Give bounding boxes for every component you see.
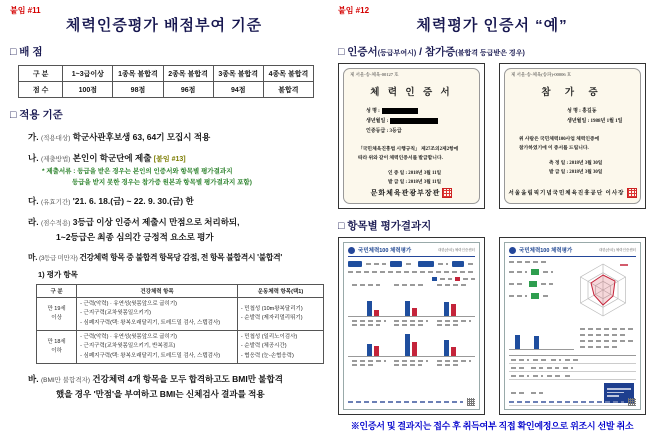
criteria-item-ga [28, 131, 318, 143]
radar-chart [570, 261, 636, 319]
measured-bar [444, 340, 449, 356]
standard-bar [374, 310, 379, 316]
health-item: - 근지구력(교차윗몸일으키기) [80, 310, 151, 317]
measured-bar [405, 301, 410, 316]
text-line [366, 263, 386, 265]
item-paren: (유효기간) [40, 199, 71, 206]
participation-certificate-thumbnail [499, 63, 646, 209]
score-header-cell: 구 분 [19, 66, 63, 82]
score-value-cell: 98점 [113, 82, 163, 98]
grade-badge-green [531, 269, 539, 275]
issuer-name: 서울올림픽기념국민체육진흥공단 이사장 [508, 190, 625, 197]
redaction-box [382, 108, 418, 114]
grade-badge-green [531, 293, 539, 299]
text-line [438, 263, 448, 265]
field-chip [418, 261, 434, 267]
note-bullets [580, 328, 636, 350]
text-line [509, 271, 527, 273]
radar-chart-panel [570, 261, 636, 324]
text-line [580, 328, 636, 330]
health-item: - 심폐지구력(택: 왕복오래달리기, 트레드밀 검사, 스텝검사) [80, 319, 221, 326]
group-label: 이하 [51, 348, 62, 355]
group-label: 이상 [51, 315, 62, 322]
text-line [580, 346, 620, 348]
item-text: 건강체력 항목 중 불합격 항목당 감점, 전 항목 불합격시 '불합격' [79, 253, 282, 262]
body-line: 참가하였기에 이 증서를 드립니다. [519, 146, 589, 152]
measured-bar [444, 302, 449, 316]
result-sheet-center: 대한(송파) 체력인증센터 [598, 247, 636, 252]
grade-table [509, 261, 564, 324]
group-label: 만 18세 [47, 338, 66, 345]
result-sheet-title: 국민체력100 체력평가 [358, 248, 412, 254]
text-line [509, 295, 527, 297]
criteria-item-na [28, 152, 318, 164]
score-header-cell: 2종목 불합격 [163, 66, 213, 82]
right-page-title: 체력평가 인증서 “예” [416, 17, 568, 34]
text-line [580, 340, 636, 342]
health-item: - 심폐지구력(택: 왕복오래달리기, 트레드밀 검사, 스텝검사) [80, 352, 221, 359]
score-value-cell: 100점 [63, 82, 113, 98]
certificate-issuer [344, 188, 479, 198]
criteria-item-ra [28, 216, 318, 228]
participation-certificate-paper [504, 68, 641, 204]
issued-date: 발 급 일 : 2018년 3월 30일 [549, 170, 603, 176]
certificate-dates [388, 169, 473, 187]
red-seal-icon [442, 188, 452, 198]
column-headers [348, 284, 475, 286]
result-sheet-header [348, 246, 475, 257]
certificate-dates [549, 159, 634, 177]
standard-bar [412, 342, 417, 356]
text-line [543, 295, 551, 297]
eval-table-row-age18 [37, 331, 324, 364]
item-paren: (점수적용) [40, 220, 71, 227]
health-item: - 근지구력(교차윗몸일으키기, 반복점프) [80, 343, 176, 350]
verification-warning: ※인증서 및 결과지는 접수 후 취득여부 직접 확인예정으로 위조시 선발 취소 [350, 421, 634, 431]
item-text: 3등급 이상 인증서 제출시 만점으로 처리하되, [72, 217, 240, 227]
text-line [543, 271, 553, 273]
certificates-row [338, 63, 646, 209]
section-heading-results: □ 항목별 평가결과지 [338, 220, 432, 232]
section-heading-certificates [338, 44, 646, 59]
grade-badge-green [529, 281, 537, 287]
item-text: 학군사관후보생 63, 64기 모집시 적용 [72, 132, 211, 142]
birthdate-field [366, 117, 473, 127]
result-sheet-bars-thumbnail [338, 237, 485, 415]
score-value-cell: 94점 [213, 82, 263, 98]
body-line: 「국민체육진흥법 시행규칙」 제27조의2제2항에 [358, 147, 459, 152]
item-paren: (적용대상) [40, 135, 71, 142]
issuer-name: 문화체육관광부장관 [370, 188, 441, 197]
measured-bar [515, 335, 520, 349]
sport-item: - 순발력 (체공시간) [240, 343, 287, 350]
program-logo-icon [509, 247, 516, 254]
red-seal-icon [627, 188, 637, 198]
score-header-cell: 1~3급이상 [63, 66, 113, 82]
item-paren: (BMI만 불합격자) [40, 377, 91, 385]
attachment-tag-12: 붙임 #12 [338, 6, 370, 15]
text-line [348, 271, 475, 273]
certificate-fields [366, 107, 473, 137]
eval-sport-cell [237, 298, 323, 331]
score-table [18, 65, 314, 98]
certificate-title: 체 력 인 증 서 [370, 88, 453, 98]
field-chip [452, 261, 464, 267]
criteria-item-ba [28, 373, 318, 385]
item-paren: (제출방법) [40, 156, 71, 163]
attachment-ref-13: [붙임 #13] [153, 156, 186, 163]
certificate-fields [567, 107, 634, 127]
item-label: 라. [28, 217, 39, 227]
mini-bar-chart [509, 328, 574, 350]
health-item: - 근력(악력) · 유연성(윗몸앞으로 굽히기) [80, 334, 177, 341]
body-line: 위 사람은 국민체력100사업 체력인증에 [519, 137, 600, 142]
sport-item: - 순발력 (제자리멀리뛰기) [240, 315, 303, 322]
score-value-cell: 96점 [163, 82, 213, 98]
eval-sport-cell [237, 331, 323, 364]
item-paren: (3등급 미만자) [38, 255, 78, 262]
score-row-label: 점 수 [19, 82, 63, 98]
eval-table-row-age19 [37, 298, 324, 331]
certificate-body [519, 135, 634, 153]
footer-text-line [509, 401, 624, 403]
submission-note-2: 등급을 받지 못한 경우는 참가증 원본과 항목별 평가결과지 포함) [72, 179, 252, 186]
result-sheet-paper [504, 242, 641, 410]
eval-items-sublabel: 1) 평가 항목 [38, 270, 78, 279]
left-page-title: 체력인증평가 배점부여 기준 [65, 17, 263, 34]
name-field [366, 107, 473, 117]
footer-text-line [348, 401, 463, 403]
heading-fragment-small: (등급부여시) [377, 50, 417, 57]
certified-date: 인 증 일 : 2018년 3월 11일 [388, 171, 442, 177]
standard-bar [412, 308, 417, 316]
text-line [468, 263, 474, 265]
fitness-certificate-paper [343, 68, 480, 204]
criteria-item-ba-line2: 했을 경우 '만점'을 부여하고 BMI는 신체검사 결과를 적용 [56, 389, 265, 400]
birthdate-label: 생년월일 : [366, 119, 389, 124]
submission-note-1: * 제출서류 : 등급을 받은 경우는 본인의 인증서와 항목별 평가결과지 [42, 168, 233, 175]
standard-bar [374, 346, 379, 356]
text-line [406, 263, 414, 265]
eval-health-cell [77, 331, 238, 364]
result-sheets-row [338, 237, 646, 415]
program-logo-icon [348, 247, 355, 254]
score-header-cell: 4종목 불합격 [263, 66, 313, 82]
text-line [509, 261, 549, 263]
field-chip [390, 261, 402, 267]
item-label: 다. [28, 196, 39, 206]
score-value-cell: 불합격 [263, 82, 313, 98]
grade-row [509, 269, 564, 275]
section-heading-criteria: □ 적용 기준 [10, 109, 63, 121]
result-sheet-header [509, 246, 636, 257]
eval-table-header-row [37, 285, 324, 298]
result-sheet-paper [343, 242, 480, 410]
name-label: 성 명 : [366, 109, 380, 114]
measured-bar [367, 344, 372, 356]
text-line [463, 278, 475, 280]
lower-panels [509, 328, 636, 350]
field-chip [348, 261, 362, 267]
heading-fragment: / 참가증 [416, 46, 456, 58]
sport-item: - 민첩성 (일리노이검사) [240, 334, 298, 341]
measured-bar [367, 301, 372, 316]
fitness-certificate-thumbnail [338, 63, 485, 209]
section-heading-scores: □ 배 점 [10, 46, 43, 58]
measured-bar [405, 334, 410, 356]
item-label: 가. [28, 132, 39, 142]
result-sheet-center: 대한(송파) 체력인증센터 [437, 247, 475, 252]
text-line [440, 278, 452, 280]
eval-header-cell: 구 분 [37, 285, 77, 298]
heading-fragment-small: (불합격 등급받은 경우) [455, 50, 525, 57]
item-text: 건강체력 4개 항목을 모두 합격하고도 BMI만 불합격 [92, 374, 283, 385]
item-label: 마. [28, 253, 38, 262]
standard-bar [451, 304, 456, 316]
result-sheet-footer [348, 398, 475, 406]
measured-bar [534, 336, 539, 349]
result-sheet-radar-thumbnail [499, 237, 646, 415]
certificate-title: 참 가 증 [541, 88, 604, 98]
result-sheet-columns [509, 261, 636, 324]
eval-header-cell: 건강체력 항목 [77, 285, 238, 298]
redaction-box [390, 118, 438, 124]
result-sheet-title: 국민체력100 체력평가 [519, 248, 573, 254]
eval-health-cell [77, 298, 238, 331]
bar-chart-row-1 [348, 291, 475, 317]
qr-code-icon [467, 398, 475, 406]
grade-row [509, 293, 564, 299]
legend-measured-icon [432, 277, 437, 281]
certificate-body [358, 145, 473, 163]
legend-standard-icon [455, 277, 460, 281]
group-label: 만 19세 [47, 305, 66, 312]
qr-code-icon [628, 398, 636, 406]
score-table-header-row [19, 66, 314, 82]
info-field-chips [348, 261, 475, 267]
page-certificate-examples [328, 0, 656, 436]
sport-item: - 협응력 (눈-손협응력) [240, 352, 294, 359]
item-label: 바. [28, 374, 39, 385]
heading-fragment: □ 인증서 [338, 46, 378, 58]
criteria-item-ma [28, 252, 318, 263]
grade-field: 인증등급 : 3등급 [366, 129, 402, 134]
criteria-item-ra-line2: 1~2등급은 최종 심의간 긍정적 요소로 평가 [56, 232, 214, 242]
evaluation-items-table [36, 284, 324, 364]
text-line [580, 334, 628, 336]
certificate-number: 제 서울-송-체육-00127 호 [350, 72, 399, 77]
eval-group-cell [37, 331, 77, 364]
grade-row [509, 281, 564, 287]
score-header-cell: 1종목 불합격 [113, 66, 163, 82]
item-text: '21. 6. 18.(금) ~ 22. 9. 30.(금) 한 [72, 196, 194, 206]
score-table-value-row [19, 82, 314, 98]
bar-chart-row-2 [348, 331, 475, 357]
criteria-item-da [28, 195, 318, 207]
health-item: - 근력(악력) · 유연성(윗몸앞으로 굽히기) [80, 301, 177, 307]
standard-bar [451, 347, 456, 356]
item-label: 나. [28, 153, 39, 163]
measured-date: 측 정 일 : 2018년 3월 30일 [549, 161, 603, 167]
text-line [509, 283, 525, 285]
certificate-number: 제 서울-송-체육(송파)-00006 호 [511, 72, 572, 77]
certificate-issuer [505, 188, 640, 198]
eval-group-cell [37, 298, 77, 331]
chart-legend [348, 277, 475, 281]
attachment-tag-11: 붙임 #11 [10, 6, 41, 15]
item-text: 본인이 학군단에 제출 [72, 153, 152, 163]
birthdate-field: 생년월일 : 1988년 1월 1일 [567, 119, 623, 124]
name-field: 성 명 : 홍길동 [567, 109, 597, 114]
issued-date: 발 급 일 : 2018년 3월 11일 [388, 180, 442, 186]
bar-captions-row-2 [348, 360, 475, 366]
text-line [541, 283, 553, 285]
score-header-cell: 3종목 불합격 [213, 66, 263, 82]
bar-captions-row-1 [348, 320, 475, 326]
eval-header-cell: 운동체력 항목(택1) [237, 285, 323, 298]
sport-item: - 민첩성 (10m왕복달리기) [240, 305, 303, 312]
result-sheet-footer [509, 398, 636, 406]
body-line: 따라 위와 같이 체력인증서를 발급합니다. [358, 156, 443, 162]
